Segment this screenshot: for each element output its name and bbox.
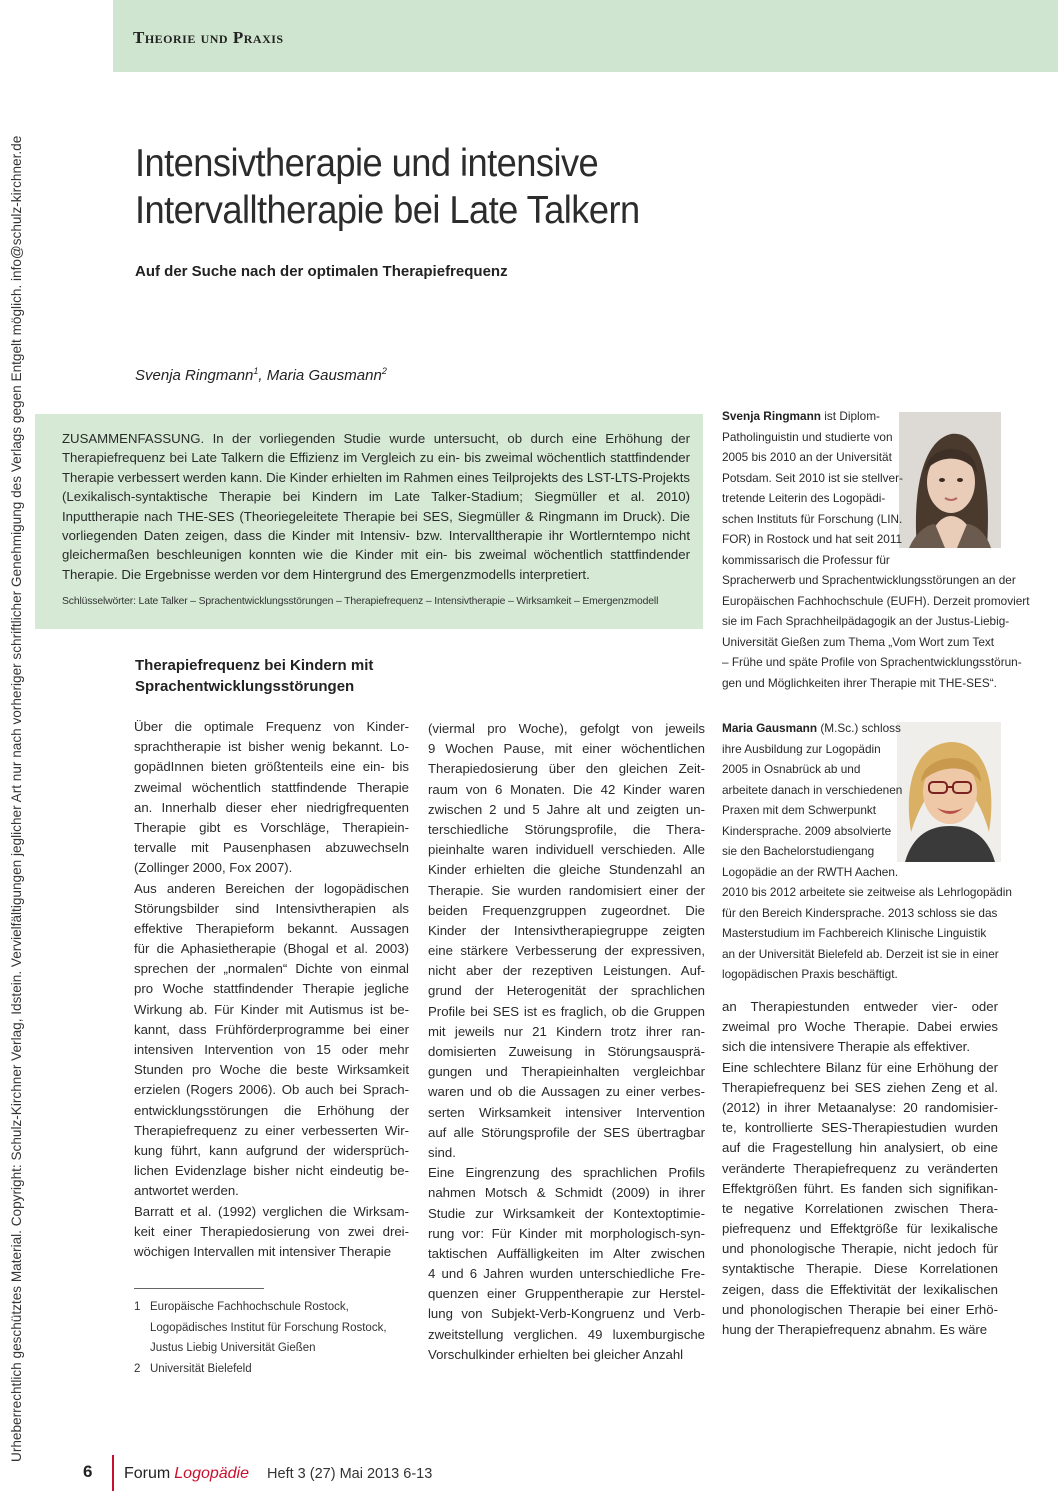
text-line: rung vor: Für Kinder mit morphologisch-syn-: [428, 1225, 705, 1241]
text-line: zweimal wöchentlich stattfindende Therapie: [134, 779, 409, 795]
text-line: intensiven Intervention von 15 oder mehr: [134, 1042, 409, 1057]
bio-line: Praxen mit dem Schwerpunkt: [722, 803, 877, 817]
text-line: Therapie. Sie wurden randomisiert einer der: [428, 882, 705, 898]
bio-line: logopädischen Praxis beschäftigt.: [722, 967, 898, 981]
footnote-line: [134, 1338, 414, 1359]
bio-line: arbeitete danach in verschiedenen: [722, 782, 903, 797]
article-title: [135, 140, 712, 234]
author-1-affiliation: 1: [253, 366, 259, 376]
text-line: 9 Wochen Pause, mit einer wöchentlichen: [428, 741, 705, 757]
footnote-line: [134, 1318, 414, 1339]
text-line: gopädInnen bieten größtenteils eine ein- bis: [134, 759, 409, 775]
side-copyright-notice: Urheberrechtlich geschütztes Material. Copyright: Schulz-Kirchner Verlag, Idstein. Vervielfältigungen jeglicher Art nur nach vorheriger schriftlicher Genehmigung des Verlags gegen Entgelt möglich. info@schulz-kirchner.de: [9, 135, 24, 1462]
text-line: wöchigen Intervallen mit intensiver Therapie: [134, 1243, 392, 1259]
text-line: und phonologischen Therapie bei einer Erhö-: [722, 1301, 998, 1317]
text-line: pieinhalte waren individuell verschieden. Alle: [428, 842, 705, 858]
keywords: Schlüsselwörter: Late Talker – Sprachentwicklungsstörungen – Therapiefrequenz – Intensivtherapie – Wirksamkeit – Emergenzmodell: [62, 596, 659, 607]
text-line: Therapiedosierung über den gleichen Zeit-: [428, 761, 705, 777]
text-line: veränderte Therapiefrequenz zu veränderten: [722, 1160, 998, 1176]
text-line: grund der Heterogenität der sprachlichen: [428, 983, 705, 999]
text-line: piefrequenz und Effektgröße für lexikalische: [722, 1221, 998, 1237]
author-1: Svenja Ringmann: [135, 367, 254, 384]
bio-line: Universität Gießen zum Thema „Vom Wort zum Text: [722, 634, 995, 649]
text-line: und phonologische Therapie, nicht jedoch für: [722, 1241, 998, 1257]
footnote-number: [134, 1338, 150, 1359]
text-line: für die Aphasietherapie (Bhogal et al. 2003): [134, 941, 409, 957]
bio-name: Maria Gausmann: [722, 721, 818, 735]
text-line: lichen Evidenzlage bisher nicht eindeutig be-: [134, 1163, 409, 1179]
bio-line: Potsdam. Seit 2010 ist sie stellver-: [722, 470, 903, 485]
text-line: erzielen (Rogers 2006). Ob auch bei Sprach-: [134, 1082, 409, 1098]
brand-logopaedie: Logopädie: [174, 1465, 250, 1482]
text-line: taktischen Auffälligkeiten im Alter zwischen: [428, 1245, 705, 1261]
author-bio-ringmann: [722, 406, 1030, 693]
author-2-affiliation: 2: [381, 366, 387, 376]
bio-line: schen Instituts für Forschung (LIN.: [722, 511, 903, 526]
bio-line: Masterstudium im Fachbereich Klinische Linguistik: [722, 926, 987, 940]
author-separator: ,: [258, 367, 267, 384]
bio-line: Svenja Ringmann ist Diplom-: [722, 409, 880, 423]
text-line: sprechen der „normalen“ Dichte von einmal: [134, 961, 409, 977]
bio-name: Svenja Ringmann: [722, 409, 821, 423]
text-line: hung der Therapiefrequenz abnahm. Es wäre: [722, 1322, 988, 1337]
abstract-text: ZUSAMMENFASSUNG. In der vorliegenden Studie wurde untersucht, ob durch eine Erhöhung der Therapiefrequenz bei Late Talkern die Effizienz im Vergleich zu ein- bis zweimal wöchentlich stattfindender Therapie verbessert werden kann. Die Kinder erhielten im Rahmen eines Teilprojekts des LST-LTS-Projekts (Lexikalisch-syntaktische Therapie bei Kindern im Late Talker-Stadium; Siegmüller et al. 2010) Inputtherapie nach THE-SES (Theoriegeleitete Therapie bei SES, Siegmüller & Ringmann im Druck). Die vorliegenden Daten zeigen, dass die Kinder mit Intensiv- bzw. Intervalltherapie ihr Wortlerntempo nicht gleichermaßen beschleunigen konnten wie die Kinder mit ein- bis zweimal wöchentlich stattfindender Therapie. Die Ergebnisse werden vor dem Hintergrund des Emergenzmodells interpretiert.: [62, 431, 690, 582]
text-line: Störungsbilder sind Intensivtherapien als: [134, 900, 409, 916]
section-heading-line-1: Therapiefrequenz bei Kindern mit: [135, 657, 374, 674]
bio-line: an der Universität Bielefeld ab. Derzeit ist sie in einer: [722, 946, 999, 961]
text-line: sind.: [428, 1144, 456, 1160]
text-line: nicht aber der rezeptiven Leistungen. Auf-: [428, 963, 705, 979]
text-line: Über die optimale Frequenz von Kinder-: [134, 719, 409, 734]
text-line: zwischen 2 und 5 Jahre alt und zeigten un-: [428, 801, 705, 817]
text-line: serten Wirksamkeit intensiver Intervention: [428, 1104, 705, 1120]
text-line: zweimal pro Woche Therapie. Dabei erwies: [722, 1019, 998, 1035]
body-column-2: [428, 719, 705, 1365]
bio-line: Maria Gausmann (M.Sc.) schloss: [722, 721, 901, 735]
bio-line: tretende Leiterin des Logopädi-: [722, 491, 886, 505]
text-line: an Therapiestunden entweder vier- oder: [722, 999, 998, 1014]
text-line: Wirkung ab. Für Kinder mit Autismus ist be-: [134, 1001, 409, 1017]
text-line: Therapiefrequenz zu einer verbesserten Wir-: [134, 1122, 409, 1138]
brand-forum: Forum: [124, 1465, 171, 1482]
bio-line: Europäischen Fachhochschule (EUFH). Derzeit promoviert: [722, 593, 1030, 608]
text-line: (2012) in ihrer Metaanalyse: 20 randomisier-: [722, 1099, 998, 1115]
bio-line: – Frühe und späte Profile von Sprachentwicklungsstörun-: [722, 655, 1022, 669]
text-line: auf die Fragestellung hin analysiert, ob eine: [722, 1140, 998, 1156]
text-line: an. Innerhalb dieser eher niedrigfrequenten: [134, 799, 409, 815]
text-line: Eine Eingrenzung des sprachlichen Profils: [428, 1165, 705, 1181]
bio-line: ihre Ausbildung zur Logopädin: [722, 741, 881, 756]
text-line: 4 und 6 Jahren wurden unterschiedliche Fre-: [428, 1266, 705, 1282]
text-line: eine stärkere Verbesserung der expressiven,: [428, 943, 705, 959]
bio-line: sie den Bachelorstudiengang: [722, 844, 875, 858]
body-column-1: [134, 717, 409, 1262]
bio-line: FOR) in Rostock und hat seit 2011: [722, 532, 903, 546]
text-line: waren und ob die Aussagen zu einer verbes-: [428, 1084, 705, 1100]
text-line: gungen und Therapieinhalten vergleichbar: [428, 1064, 705, 1080]
text-line: (Zollinger 2000, Fox 2007).: [134, 860, 293, 876]
page-number: 6: [83, 1462, 93, 1481]
text-line: Vorschulkinder erhielten bei gleicher Anzahl: [428, 1346, 684, 1362]
text-line: Stunden pro Woche die beste Wirksamkeit: [134, 1062, 409, 1078]
footnote-divider: [134, 1288, 264, 1289]
issue-info: Heft 3 (27) Mai 2013 6-13: [267, 1466, 433, 1482]
body-column-3: [722, 997, 998, 1340]
title-line-1: Intensivtherapie und intensive: [135, 142, 599, 185]
text-line: auf alle Störungsprofile der SES übertragbar: [428, 1124, 705, 1140]
bio-line: Logopädie an der RWTH Aachen.: [722, 864, 899, 879]
bio-line: gen und Möglichkeiten ihrer Therapie mit THE-SES“.: [722, 675, 997, 690]
text-line: lung von Subjekt-Verb-Kongruenz und Verb-: [428, 1306, 705, 1322]
text-line: sich die intensivere Therapie als effektiver.: [722, 1039, 971, 1055]
text-line: terschiedliche Störungsprofile, die Thera-: [428, 821, 705, 837]
footnote-line: [134, 1359, 414, 1380]
text-line: Profile bei SES ist es fraglich, ob die Gruppen: [428, 1003, 705, 1019]
bio-line: sie im Fach Sprachheilpädagogik an der Justus-Liebig-: [722, 614, 1010, 628]
text-line: zweitstellung verglichen. 49 luxemburgische: [428, 1326, 705, 1342]
author-bio-gausmann: [722, 718, 1012, 985]
footnotes: [134, 1297, 414, 1379]
footnote-number: 1: [134, 1301, 141, 1313]
text-line: zeigen, dass die Effektivität der lexikalischen: [722, 1281, 998, 1297]
footer: [124, 1465, 432, 1483]
text-line: domisierten Zuweisung in Störungsausprä-: [428, 1044, 705, 1059]
text-line: antwortet werden.: [134, 1183, 239, 1199]
text-line: nahmen Motsch & Schmidt (2009) in ihrer: [428, 1185, 705, 1201]
text-line: Aus anderen Bereichen der logopädischen: [134, 880, 409, 896]
text-line: Studie zur Wirksamkeit der Kontextoptimie-: [428, 1205, 705, 1221]
footnote-number: 2: [134, 1362, 141, 1375]
author-line: [135, 366, 387, 384]
footer-divider: [112, 1455, 114, 1491]
bio-line: kommissarisch die Professur für: [722, 552, 890, 567]
title-line-2: Intervalltherapie bei Late Talkern: [135, 189, 640, 232]
text-line: Therapiefrequenz bei SES ziehen Zeng et al.: [722, 1079, 998, 1095]
section-heading: [135, 655, 435, 697]
footnote-text: Justus Liebig Universität Gießen: [150, 1342, 316, 1354]
text-line: Eine schlechtere Bilanz für eine Erhöhung der: [722, 1059, 998, 1075]
text-line: Therapie gibt es Vorschläge, Therapiein-: [134, 819, 409, 835]
text-line: te, kontrollierte SES-Therapiestudien wurden: [722, 1120, 998, 1136]
footnote-text: Europäische Fachhochschule Rostock,: [150, 1301, 349, 1313]
text-line: sprachtherapie ist bisher wenig bekannt. Lo-: [134, 739, 409, 755]
footnote-text: Logopädisches Institut für Forschung Rostock,: [150, 1321, 387, 1334]
text-line: mit jeweils nur 21 Kindern trotz ihrer ran-: [428, 1023, 705, 1039]
footnote-text: Universität Bielefeld: [150, 1362, 252, 1375]
footnote-number: [134, 1318, 150, 1339]
section-heading-line-2: Sprachentwicklungsstörungen: [135, 678, 355, 695]
text-line: keit einer Therapiedosierung von zwei drei-: [134, 1223, 409, 1239]
bio-line: für den Bereich Kindersprache. 2013 schloss sie das: [722, 905, 998, 920]
bio-line: 2005 in Osnabrück ab und: [722, 762, 861, 776]
text-line: kannt, dass Frühförderprogramme bei einer: [134, 1021, 409, 1037]
text-line: tervalle mit Pausenphasen abzuwechseln: [134, 840, 409, 856]
text-line: raum von 6 Monaten. Die 42 Kinder waren: [428, 781, 705, 797]
bio-line: 2005 bis 2010 an der Universität: [722, 450, 892, 464]
text-line: effektive Therapieform bekannt. Aussagen: [134, 920, 409, 936]
text-line: te negative Korrelationen zwischen Thera-: [722, 1200, 998, 1216]
text-line: pro Woche stattfindender Therapie jegliche: [134, 981, 409, 997]
bio-line: Spracherwerb und Sprachentwicklungsstörungen an der: [722, 573, 1016, 587]
bio-line: Patholinguistin und studierte von: [722, 429, 893, 444]
text-line: Kinder erhielten die gleiche Stundenzahl an: [428, 862, 705, 878]
text-line: kung führt, kann aufgrund der widersprüch-: [134, 1142, 409, 1158]
text-line: Barratt et al. (1992) verglichen die Wirksam-: [134, 1203, 409, 1219]
bio-line: 2010 bis 2012 arbeitete sie zeitweise als Lehrlogopädin: [722, 885, 1012, 899]
text-line: beiden Frequenzgruppen zugeordnet. Die: [428, 902, 705, 918]
text-line: syntaktische Therapie. Diese Korrelationen: [722, 1261, 998, 1277]
text-line: entwicklungsstörungen die Erhöhung der: [134, 1102, 409, 1118]
article-subtitle: Auf der Suche nach der optimalen Therapiefrequenz: [135, 263, 508, 280]
text-line: quenzen einer Gruppentherapie zur Herstel-: [428, 1286, 705, 1302]
text-line: (viermal pro Woche), gefolgt von jeweils: [428, 721, 705, 736]
section-label: Theorie und Praxis: [133, 28, 284, 47]
bio-line: Kindersprache. 2009 absolvierte: [722, 823, 892, 838]
footnote-line: [134, 1297, 414, 1318]
text-line: Effektgrößen führt. Es fanden sich signifikan-: [722, 1180, 998, 1196]
text-line: Kinder der Intensivtherapiegruppe zeigten: [428, 922, 705, 938]
author-2: Maria Gausmann: [266, 367, 382, 384]
